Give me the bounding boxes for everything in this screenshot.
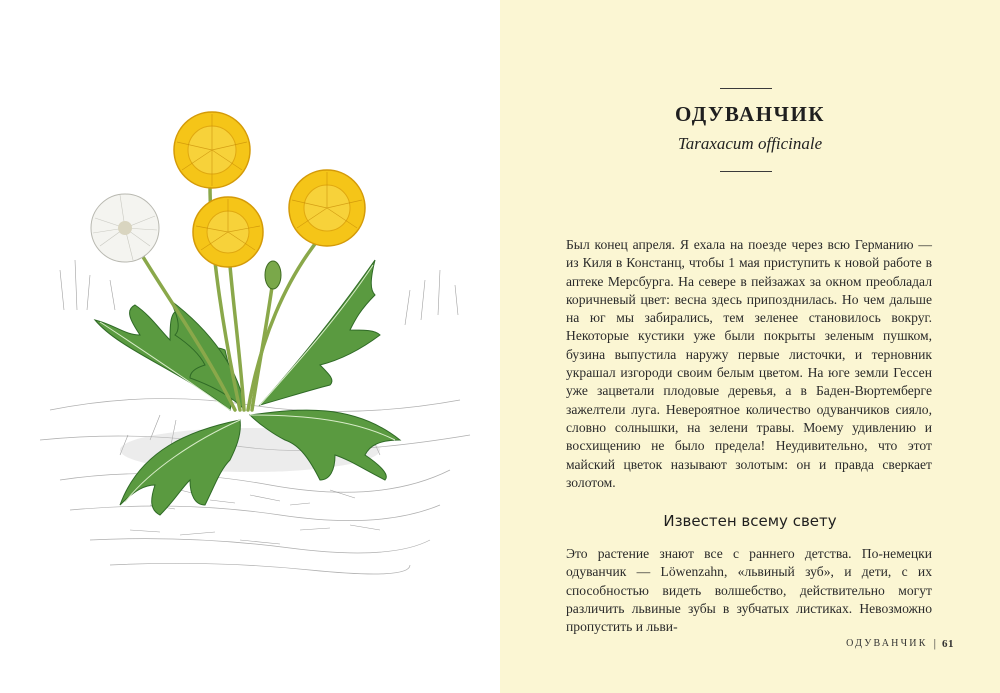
title-rule-top — [720, 88, 772, 89]
chapter-title: ОДУВАНЧИК — [674, 102, 826, 126]
running-head: ОДУВАНЧИК — [846, 638, 928, 649]
section-subheading: Известен всему свету — [663, 512, 837, 530]
body-paragraph-2: Это растение знают все с раннего детства. По-немецки одуванчик — Löwenzahn, «львиный зуб», и дети, с их способностью видеть волшебство, действительно могут различить львиные зубы в зубчатых листиках. Невозможно пропустить и льви- — [566, 546, 932, 635]
dandelion-illustration — [30, 110, 480, 580]
footer-separator: | — [933, 636, 936, 650]
body-paragraph-1: Был конец апреля. Я ехала на поезде через всю Германию — из Киля в Констанц, чтобы 1 мая приступить к новой работе в аптеке Мерсбурга. На севере в пейзажах за окном преобладал коричневый цвет: весна здесь припозднилась. Но чем дальше на юг мы забирались, тем зеленее становилось вокруг. Некоторые кустики уже были покрыты зеленым пушком, бузина выпустила наружу первые листочки, и терновник украшал изгороди своим белым цветом. На юге земли Гессен уже зацветали плодовые деревья, а в Баден-Вюртемберге зажелтели луга. Невероятное количество одуванчиков сияло, словно солнышки, на зелени травы. Моему удивлению и восхищению не было предела! Неудивительно, что этот майский цветок называют золотым: он и правда сверкает золотом. — [566, 237, 932, 490]
latin-name: Taraxacum officinale — [677, 134, 823, 153]
page-number: 61 — [942, 637, 954, 650]
page-footer — [846, 636, 954, 651]
title-rule-bottom — [720, 171, 772, 172]
